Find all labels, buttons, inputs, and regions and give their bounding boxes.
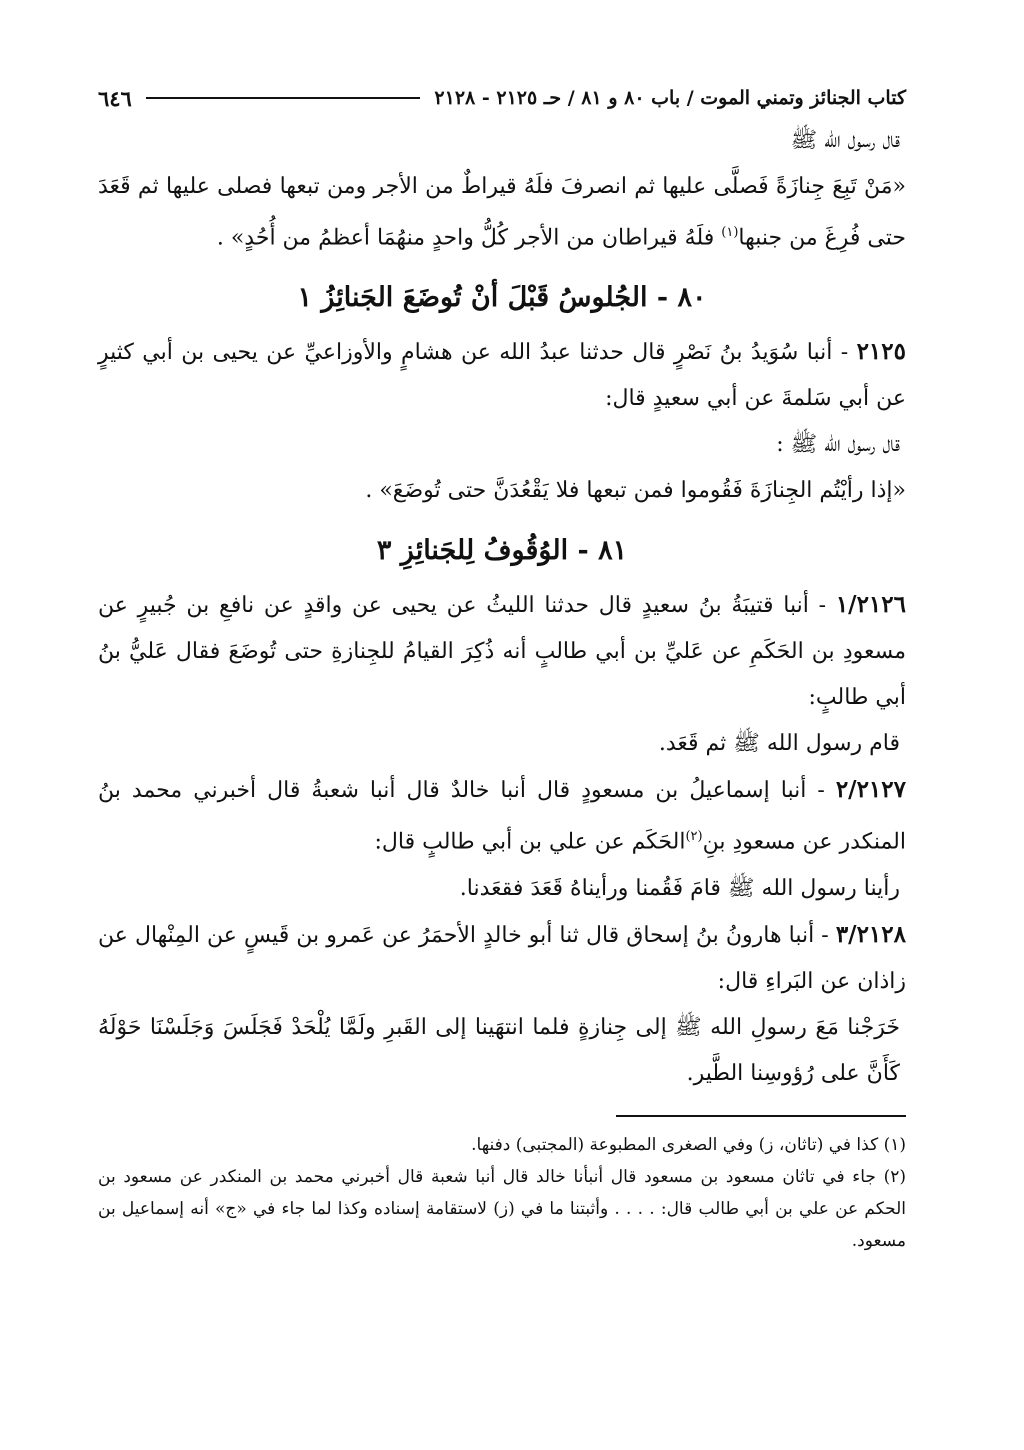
footnote-text: كذا في (تاثان، ز) وفي الصغرى المطبوعة (المجتبى) دفنها. xyxy=(471,1134,884,1155)
intro-matn-text: «مَنْ تَبِعَ جِنازَةً فَصلَّى عليها ثم انصرفَ فلَهُ قيراطٌ من الأجر ومن تبعها فصلى عليها ثم قَعَدَ حتى فُرِغَ من جنبها xyxy=(98,174,906,251)
header-rule xyxy=(146,97,421,99)
footnote-mark: (٢) xyxy=(883,1166,906,1187)
hadith-2125-qala: قال رسول الله ﷺ : xyxy=(776,432,900,458)
footnote-text: جاء في تاثان مسعود بن مسعود قال أنبأنا خالد قال أنبا شعبة قال أخبرني محمد بن المنكدر عن مسعود بن الحكم عن علي بن أبي طالب قال: . . . . وأثبتنا ما في (ز) لاستقامة إسناده وكذا لما جاء في «ج» أنه إسماعيل بن مسعود. xyxy=(98,1166,906,1251)
hadith-number: ٢/٢١٢٧ xyxy=(835,776,906,804)
footnote-mark: (١) xyxy=(883,1134,906,1155)
hadith-isnad-text: - أنبا هارونُ بنُ إسحاق قال ثنا أبو خالدٍ الأحمَرُ عن عَمرو بن قَيسٍ عن المِنْهال عن زاذان عن البَراءِ قال: xyxy=(98,922,906,994)
chapter-heading-80: ٨٠ - الجُلوسُ قَبْلَ أنْ تُوضَعَ الجَنائِزُ ١ xyxy=(297,282,707,314)
footnote-mark-1: (١) xyxy=(721,225,739,240)
hadith-number: ٣/٢١٢٨ xyxy=(835,920,906,948)
intro-qala: قال رسول الله ﷺ xyxy=(790,128,900,153)
hadith-number: ١/٢١٢٦ xyxy=(835,591,906,619)
running-header xyxy=(98,78,906,118)
footnote-1 xyxy=(98,1129,906,1161)
running-title: كتاب الجنائز وتمني الموت / باب ٨٠ و ٨١ / حـ ٢١٢٥ - ٢١٢٨ xyxy=(434,87,906,109)
hadith-2128-matn: خَرَجْنا مَعَ رسولِ الله ﷺ إلى جِنازةٍ فلما انتهَينا إلى القَبرِ ولَمَّا يُلْحَدْ فَجَلَسَ وَجَلَسْنَا حَوْلَهُ كَأَنَّ على رُؤوسِنا الطَّير. xyxy=(98,1014,900,1086)
hadith-2127-isnad xyxy=(98,767,906,865)
chapter-heading-81: ٨١ - الوُقُوفُ لِلجَنائِزِ ٣ xyxy=(376,535,628,567)
hadith-isnad-text: - أنبا قتيبَةُ بنُ سعيدٍ قال حدثنا الليثُ عن يحيى عن واقدٍ عن نافعِ بن جُبيرٍ عن مسعودِ بن الحَكَمِ عن عَليِّ بن أبي طالبٍ أنه ذُكِرَ القيامُ للجِنازةِ حتى تُوضَعَ فقال عَليُّ بنُ أبي طالبٍ: xyxy=(98,593,906,711)
hadith-2128-isnad xyxy=(98,912,906,1005)
hadith-2126-matn: قام رسول الله ﷺ ثم قَعَد. xyxy=(658,731,900,757)
intro-matn-end: فلَهُ قيراطان من الأجر كُلُّ واحدٍ منهُمَا أعظمُ من أُحُدٍ» . xyxy=(216,225,722,251)
intro-matn xyxy=(98,164,906,261)
footnote-mark-2: (٢) xyxy=(685,829,703,845)
hadith-number: ٢١٢٥ xyxy=(856,338,906,366)
hadith-isnad-text-cont: الحَكَم عن علي بن أبي طالبٍ قال: xyxy=(374,829,686,855)
hadith-2125-isnad xyxy=(98,329,906,422)
footnote-2 xyxy=(98,1161,906,1257)
hadith-2125-matn: «إذا رأيْتُم الجِنازَةَ فَقُوموا فمن تبعها فلا يَقْعُدَنَّ حتى تُوضَعَ» . xyxy=(365,478,906,504)
page-number: ٦٤٦ xyxy=(98,85,132,111)
footnote-separator xyxy=(616,1115,906,1117)
hadith-2127-matn: رأينا رسول الله ﷺ قامَ فَقُمنا ورأيناهُ قَعَدَ فقعَدنا. xyxy=(459,875,900,901)
hadith-isnad-text: - أنبا سُوَيدُ بنُ نَصْرٍ قال حدثنا عبدُ الله عن هشامٍ والأوزاعيِّ عن يحيى بن أبي كثيرٍ عن أبي سَلمةَ عن أبي سعيدٍ قال: xyxy=(98,340,906,412)
hadith-isnad-text: - أنبا إسماعيلُ بن مسعودٍ قال أنبا خالدٌ قال أنبا شعبةُ قال أخبرني محمد بنُ المنكدر عن مسعودِ بنِ xyxy=(98,778,906,855)
hadith-2126-isnad xyxy=(98,582,906,721)
